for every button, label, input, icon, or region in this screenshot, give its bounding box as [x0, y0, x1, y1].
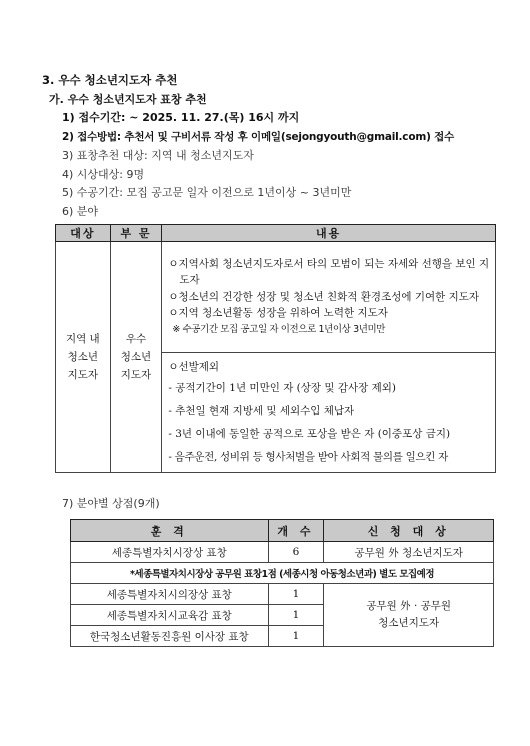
award-count: 6: [268, 542, 324, 563]
field-header-target: 대상: [56, 225, 111, 242]
award-count: 1: [268, 584, 324, 605]
item-recommend-target: 3) 표창추천 대상: 지역 내 청소년지도자: [62, 149, 254, 162]
award-count: 1: [268, 626, 324, 647]
award-header-count: 개 수: [268, 520, 324, 542]
item-receipt-period: 1) 접수기간: ~ 2025. 11. 27.(목) 16시 까지: [62, 111, 300, 124]
division-line: 지도자: [120, 369, 152, 381]
exclusion-item: - 음주운전, 성비위 등 형사처벌을 받아 사회적 물의를 일으킨 자: [168, 451, 449, 463]
award-target: 공무원 外 청소년지도자: [324, 542, 494, 563]
award-section-title: 7) 분야별 상점(9개): [62, 497, 160, 510]
division-line: 청소년: [120, 351, 152, 363]
field-header-division: 부 문: [110, 225, 162, 242]
award-count: 1: [268, 605, 324, 626]
criteria-item: ㅇ청소년의 건강한 성장 및 청소년 친화적 환경조성에 기여한 지도자: [168, 290, 480, 303]
section-heading: 3. 우수 청소년지도자 추천: [42, 73, 178, 87]
criteria-cell: [162, 242, 496, 353]
exclusion-cell: [162, 353, 496, 473]
item-receipt-method: 2) 접수방법: 추천서 및 구비서류 작성 후 이메일(sejongyouth@gmail.com) 접수: [62, 131, 455, 143]
target-line: 지도자: [67, 369, 99, 381]
award-header-target: 신 청 대 상: [324, 520, 494, 542]
award-header-rank: 훈 격: [71, 520, 269, 542]
award-name: 세종특별자치시장상 표창: [71, 542, 269, 563]
target-line: 지역 내: [65, 333, 100, 345]
item-field-label: 6) 분야: [62, 205, 99, 218]
item-award-count: 4) 시상대상: 9명: [62, 168, 145, 181]
exclusion-item: - 추천일 현재 지방세 및 세외수입 체납자: [168, 405, 355, 417]
award-name: 세종특별자치시의장상 표창: [71, 584, 269, 605]
criteria-note: ※ 수공기간 모집 공고일 자 이전으로 1년이상 3년미만: [172, 323, 386, 335]
criteria-item: ㅇ지역 청소년활동 성장을 위하여 노력한 지도자: [168, 307, 388, 320]
target-line: 청소년: [67, 351, 99, 363]
field-header-content: 내용: [162, 225, 496, 242]
award-group-target: [324, 584, 494, 647]
award-name: 한국청소년활동진흥원 이사장 표창: [71, 626, 269, 647]
exclusion-item: - 3년 이내에 동일한 공적으로 포상을 받은 자 (이중포상 금지): [168, 428, 451, 440]
award-group-target-line: 청소년지도자: [378, 617, 440, 629]
field-table: [55, 224, 496, 473]
award-notice: *세종특별자치시장상 공무원 표창1점 (세종시청 아동청소년과) 별도 모집예정: [71, 563, 494, 584]
division-cell: [110, 242, 162, 473]
target-cell: [56, 242, 111, 473]
item-service-period: 5) 수공기간: 모집 공고문 일자 이전으로 1년이상 ~ 3년미만: [62, 186, 352, 199]
division-line: 우수: [125, 333, 147, 345]
criteria-item: ㅇ지역사회 청소년지도자로서 타의 모범이 되는 자세와 선행을 보인 지도자: [168, 257, 490, 287]
exclusion-title: ㅇ선발제외: [168, 361, 220, 373]
award-name: 세종특별자치시교육감 표창: [71, 605, 269, 626]
award-table: [70, 519, 494, 647]
subsection-heading: 가. 우수 청소년지도자 표창 추천: [49, 93, 207, 106]
award-group-target-line: 공무원 外 · 공무원: [366, 600, 452, 612]
exclusion-item: - 공적기간이 1년 미만인 자 (상장 및 감사장 제외): [168, 382, 397, 394]
